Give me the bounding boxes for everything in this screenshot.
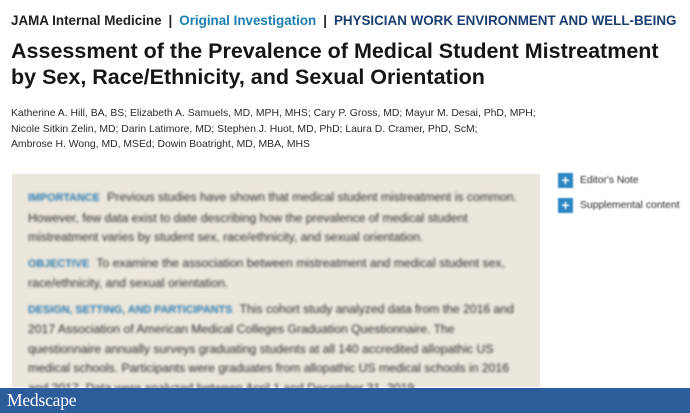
author-list <box>11 106 571 153</box>
abstract-design <box>28 300 524 399</box>
author-line: Ambrose H. Wong, MD, MSEd; Dowin Boatright, MD, MBA, MHS <box>11 139 310 150</box>
editors-note-label: Editor's Note <box>580 174 639 186</box>
footer-bar <box>0 388 690 413</box>
design-text: This cohort study analyzed data from the 2016 and 2017 Association of American Medical Colleges Graduation Questionnaire. The questionnaire annually surveys graduating students at all 140 accredited allopathic US medical schools. Participants were graduates from allopathic US medical schools in 2016 <box>28 301 514 375</box>
abstract-content <box>12 174 540 398</box>
side-links <box>558 170 690 220</box>
header-separator: | <box>323 13 327 28</box>
author-line: Katherine A. Hill, BA, BS; Elizabeth A. Samuels, MD, MPH, MHS; Cary P. Gross, MD; Mayur M. Desai, PhD, MPH; <box>11 108 536 119</box>
objective-label: OBJECTIVE <box>28 257 90 270</box>
abstract-box <box>12 174 540 387</box>
design-label: DESIGN, SETTING, AND PARTICIPANTS <box>28 303 233 316</box>
supplemental-content-link[interactable] <box>558 195 690 215</box>
importance-label: IMPORTANCE <box>28 192 100 204</box>
medscape-logo[interactable]: Medscape <box>7 390 77 410</box>
abstract-objective <box>28 254 524 294</box>
journal-name: JAMA Internal Medicine <box>11 13 162 28</box>
importance-text: Previous studies have shown that medical student mistreatment is common. However, few data exist to date describing how the prevalence of medical student mistreatment varies by student sex, race/ethnicity, and sexual orientation. <box>28 190 517 244</box>
editors-note-link[interactable] <box>558 170 690 190</box>
header-separator: | <box>168 13 173 28</box>
article-topic[interactable]: PHYSICIAN WORK ENVIRONMENT AND WELL-BEING <box>333 13 677 28</box>
objective-text: To examine the association between mistreatment and medical student sex, race/ethnicity, and sexual orientation. <box>28 255 505 290</box>
journal-header <box>11 13 683 28</box>
article-title: Assessment of the Prevalence of Medical Student Mistreatment by Sex, Race/Ethnicity, and Sexual Orientation <box>11 39 659 89</box>
abstract-importance <box>28 188 524 248</box>
supplemental-content-label: Supplemental content <box>580 199 680 211</box>
plus-icon: + <box>558 173 573 188</box>
plus-icon: + <box>558 198 573 213</box>
article-type[interactable]: Original Investigation <box>179 13 317 28</box>
author-line: Nicole Sitkin Zelin, MD; Darin Latimore, MD; Stephen J. Huot, MD, PhD; Laura D. Cramer, PhD, ScM; <box>11 123 478 135</box>
